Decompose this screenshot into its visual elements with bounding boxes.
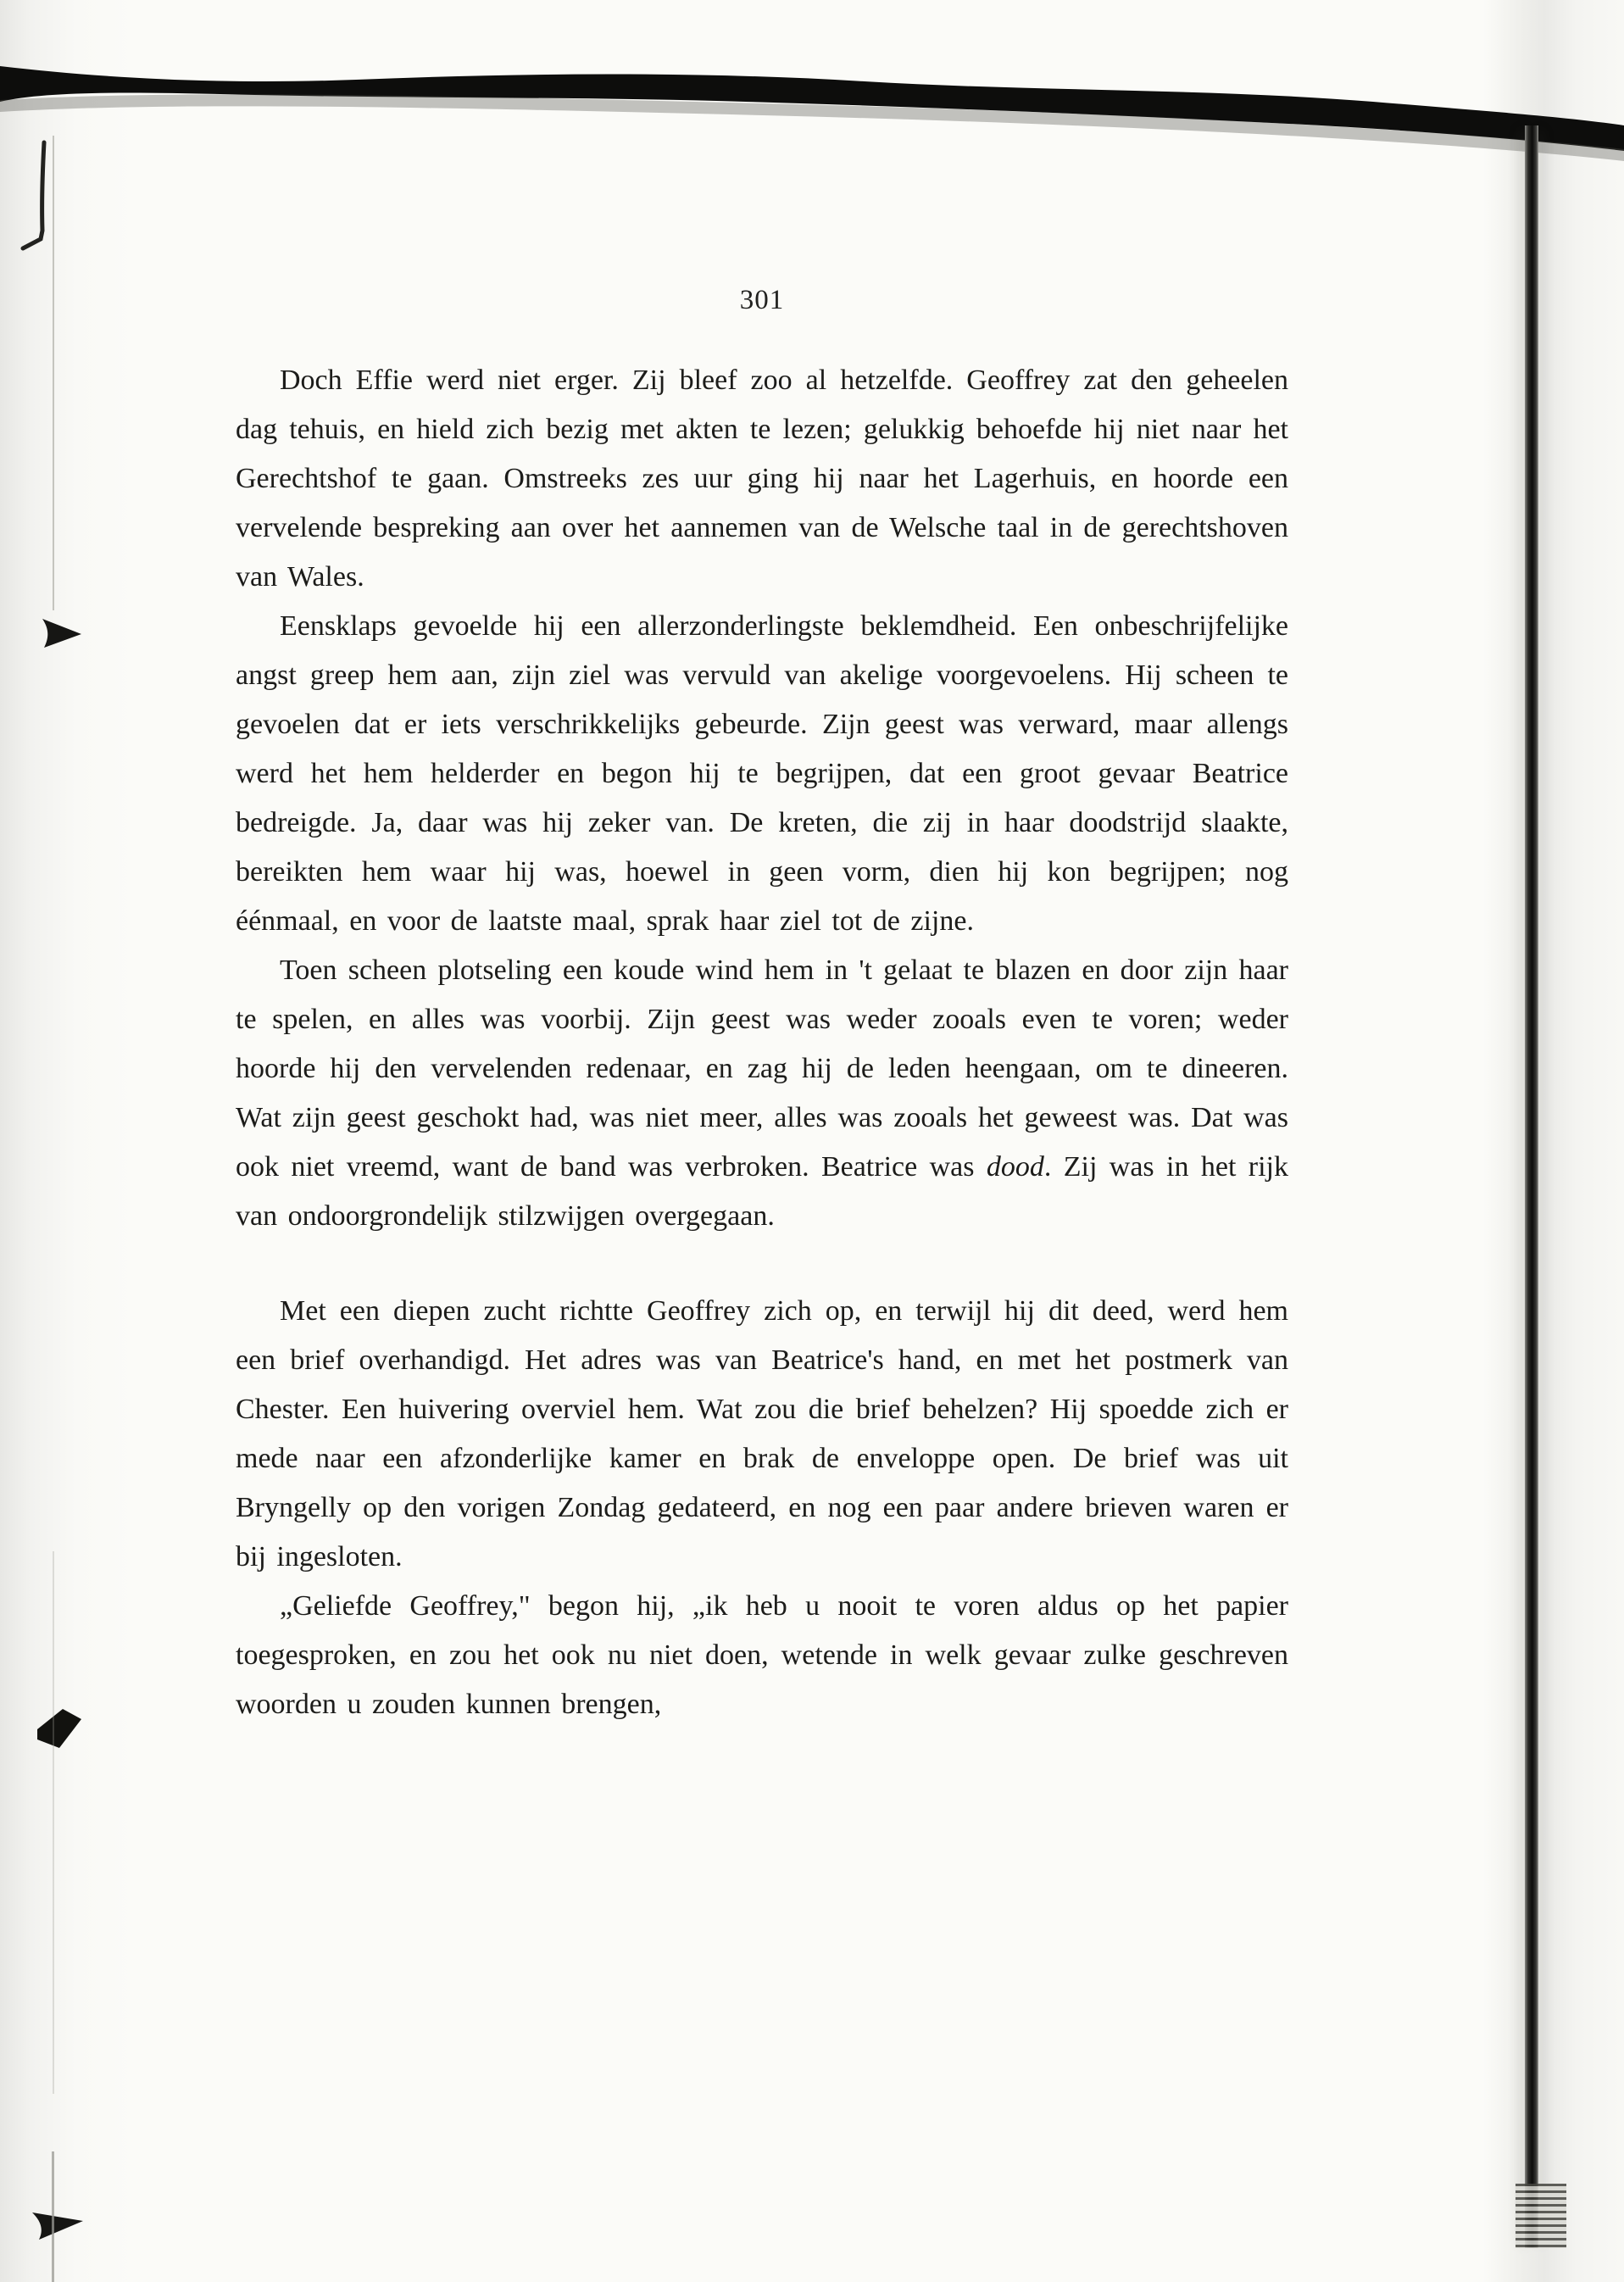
paragraph [236,946,1288,1241]
paragraph [236,1287,1288,1582]
scan-artifact-top-band-shadow [0,94,1624,161]
scan-artifact-margin-line [52,2151,54,2282]
paragraph [236,1582,1288,1729]
scan-mark-arrow-2 [37,1709,81,1748]
scan-artifact-page-edge-hatch [1516,2184,1566,2248]
scan-artifact-margin-line [53,1551,54,2094]
page-number: 301 [739,285,785,315]
text-segment: Eensklaps gevoelde hij een allerzonderlingste beklemdheid. Een onbeschrijfelijke angst greep hem aan, zijn ziel was vervuld van akelige voorgevoelens. Hij scheen te gevoelen dat er iets verschrikkelijks gebeurde. Zijn geest was verward, maar allengs werd het hem helderder en begon hij te begrijpen, dat een groot gevaar Beatrice bedreigde. Ja, daar was hij zeker van. De kreten, die zij in haar doodstrijd slaakte, bereikten hem waar hij was, hoewel in geen vorm, dien hij kon begrijpen; nog éénmaal, en voor de laatste maal, sprak haar ziel tot de zijne. [236,610,1288,937]
scan-mark-arrow-1 [42,619,81,648]
text-segment: „Geliefde Geoffrey," begon hij, „ik heb u nooit te voren aldus op het papier toegesproken, en zou het ook nu niet doen, wetende in welk gevaar zulke geschreven woorden u zouden kunnen brengen, [236,1590,1288,1720]
scan-artifact-spine-band [1525,125,1538,2248]
text-segment: . Zij was in het rijk van ondoorgrondelijk stilzwijgen overgegaan. [236,1151,1288,1232]
text-segment: Doch Effie werd niet erger. Zij bleef zoo al hetzelfde. Geoffrey zat den geheelen dag tehuis, en hield zich bezig met akten te lezen; gelukkig behoefde hij niet naar het Gerechtshof te gaan. Omstreeks zes uur ging hij naar het Lagerhuis, en hoorde een vervelende bespreking aan over het aannemen van de Welsche taal in de gerechtshoven van Wales. [236,365,1288,593]
scan-mark-arrow-3 [32,2212,83,2240]
scan-artifact-margin-line [53,136,54,610]
page-text-block [236,356,1288,1729]
scan-artifact-top-band [0,66,1624,151]
scan-mark-hook [23,142,44,248]
paragraph [236,602,1288,946]
text-segment: Met een diepen zucht richtte Geoffrey zich op, en terwijl hij dit deed, werd hem een brief overhandigd. Het adres was van Beatrice's hand, en met het postmerk van Chester. Een huivering overviel hem. Wat zou die brief behelzen? Hij spoedde zich er mede naar een afzonderlijke kamer en brak de enveloppe open. De brief was uit Bryngelly op den vorigen Zondag gedateerd, en nog een paar andere brieven waren er bij ingesloten. [236,1295,1288,1572]
text-segment: Toen scheen plotseling een koude wind hem in 't gelaat te blazen en door zijn haar te spelen, en alles was voorbij. Zijn geest was weder zooals even te voren; weder hoorde hij den vervelenden redenaar, en zag hij de leden heengaan, om te dineeren. Wat zijn geest geschokt had, was niet meer, alles was zooals het geweest was. Dat was ook niet vreemd, want de band was verbroken. Beatrice was [236,955,1288,1183]
text-segment: dood [986,1151,1044,1183]
paragraph [236,356,1288,602]
